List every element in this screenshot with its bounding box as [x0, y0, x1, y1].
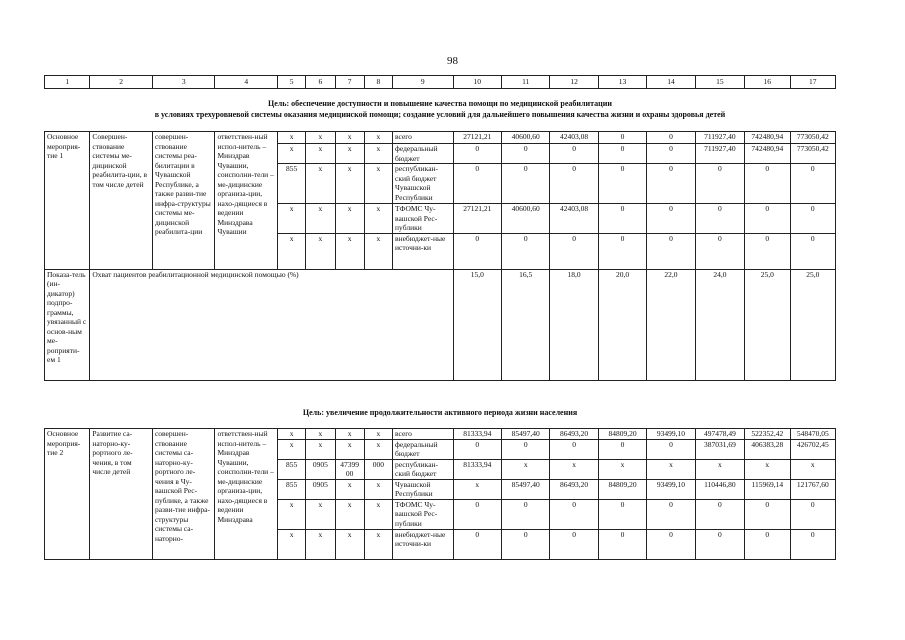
funding-value: 426702,45 — [790, 439, 836, 459]
funding-source: федеральный бюджет — [393, 439, 454, 459]
funding-value: х — [598, 459, 646, 479]
column-number: 13 — [598, 76, 646, 89]
main-activity-1-table — [44, 131, 836, 381]
grbs-code: 855 — [278, 459, 306, 479]
funding-value: 0 — [745, 529, 790, 559]
funding-value: х — [453, 479, 501, 499]
target-article-code: х — [335, 204, 364, 234]
grbs-code: х — [278, 233, 306, 269]
activity-title: Совершен-ствование системы ме-дицинской реабилита-ции, в том числе детей — [90, 132, 153, 270]
column-number: 14 — [647, 76, 695, 89]
funding-value: 0 — [745, 204, 790, 234]
indicator-value: 20,0 — [598, 269, 646, 380]
funding-value: 93499,10 — [647, 429, 695, 440]
expense-type-code: х — [364, 499, 392, 529]
funding-value: 0 — [745, 499, 790, 529]
funding-value: 0 — [501, 233, 549, 269]
section-code: х — [306, 204, 335, 234]
expense-type-code: х — [364, 429, 392, 440]
funding-value: 0 — [598, 439, 646, 459]
funding-value: 0 — [550, 233, 598, 269]
funding-value: 0 — [647, 144, 695, 164]
funding-value: 0 — [695, 529, 744, 559]
funding-source: всего — [393, 429, 454, 440]
indicator-row — [45, 269, 836, 380]
indicator-value: 25,0 — [790, 269, 836, 380]
column-number: 16 — [745, 76, 790, 89]
funding-value: 0 — [501, 439, 549, 459]
indicator-value: 18,0 — [550, 269, 598, 380]
column-number: 10 — [453, 76, 501, 89]
funding-value: 548470,05 — [790, 429, 836, 440]
activity-number: Основное мероприя-тие 1 — [45, 132, 90, 270]
funding-value: 0 — [790, 233, 836, 269]
funding-source: ТФОМС Чу-вашской Рес-публики — [393, 499, 454, 529]
column-number: 1 — [45, 76, 90, 89]
funding-row — [45, 132, 836, 144]
funding-source: федеральный бюджет — [393, 144, 454, 164]
funding-value: х — [790, 459, 836, 479]
funding-value: 711927,40 — [695, 132, 744, 144]
column-number: 12 — [550, 76, 598, 89]
funding-value: 0 — [550, 164, 598, 204]
funding-value: 0 — [550, 144, 598, 164]
activity-title: Развитие са-наторно-ку-рортного ле-чения, в том числе детей — [90, 429, 153, 560]
column-number: 11 — [501, 76, 549, 89]
target-article-code: х — [335, 233, 364, 269]
section-code: х — [306, 233, 335, 269]
grbs-code: х — [278, 529, 306, 559]
funding-value: 0 — [550, 439, 598, 459]
funding-value: х — [695, 459, 744, 479]
column-number: 6 — [306, 76, 335, 89]
funding-value: 0 — [745, 164, 790, 204]
target-article-code: 47399 00 — [335, 459, 364, 479]
indicator-value: 25,0 — [745, 269, 790, 380]
activity-goal: совершен-ствование системы реа-билитации в Чувашской Республике, а также разви-тие инфра-структуры системы ме-дицинской реабилита-ции — [152, 132, 215, 270]
funding-value: 110446,80 — [695, 479, 744, 499]
expense-type-code: х — [364, 439, 392, 459]
section-code: х — [306, 529, 335, 559]
target-article-code: х — [335, 499, 364, 529]
expense-type-code: х — [364, 479, 392, 499]
section-code: х — [306, 132, 335, 144]
section-code: х — [306, 499, 335, 529]
column-number: 5 — [278, 76, 306, 89]
expense-type-code: х — [364, 144, 392, 164]
funding-value: 0 — [453, 499, 501, 529]
funding-row — [45, 429, 836, 440]
target-article-code: х — [335, 479, 364, 499]
funding-value: 42403,08 — [550, 132, 598, 144]
funding-value: 0 — [598, 529, 646, 559]
funding-value: 0 — [453, 164, 501, 204]
funding-value: 27121,21 — [453, 132, 501, 144]
responsible-executor: ответствен-ный испол-нитель – Минздрав Чувашии, соисполни-тели – ме-дицинские организа-ции, нахо-дящиеся в ведении Минздрава — [215, 429, 278, 560]
funding-value: 0 — [453, 233, 501, 269]
funding-value: 711927,40 — [695, 144, 744, 164]
funding-value: 0 — [790, 529, 836, 559]
indicator-value: 15,0 — [453, 269, 501, 380]
target-article-code: х — [335, 144, 364, 164]
funding-value: 0 — [598, 204, 646, 234]
funding-value: 0 — [453, 144, 501, 164]
grbs-code: 855 — [278, 164, 306, 204]
grbs-code: х — [278, 429, 306, 440]
funding-source: ТФОМС Чу-вашской Рес-публики — [393, 204, 454, 234]
indicator-value: 16,5 — [501, 269, 549, 380]
target-article-code: х — [335, 439, 364, 459]
page-number: 98 — [447, 55, 458, 67]
funding-value: 0 — [598, 144, 646, 164]
funding-value: 0 — [790, 204, 836, 234]
grbs-code: х — [278, 499, 306, 529]
funding-source: республикан-ский бюджет Чувашской Республики — [393, 164, 454, 204]
funding-value: 84809,20 — [598, 429, 646, 440]
funding-value: 387031,69 — [695, 439, 744, 459]
funding-value: х — [501, 459, 549, 479]
section-code: х — [306, 439, 335, 459]
funding-value: 0 — [695, 233, 744, 269]
funding-value: 40600,60 — [501, 132, 549, 144]
funding-value: 27121,21 — [453, 204, 501, 234]
grbs-code: 855 — [278, 479, 306, 499]
funding-source: внебюджет-ные источни-ки — [393, 529, 454, 559]
activity-number: Основное мероприя-тие 2 — [45, 429, 90, 560]
funding-value: 742480,94 — [745, 144, 790, 164]
grbs-code: х — [278, 144, 306, 164]
grbs-code: х — [278, 439, 306, 459]
funding-value: 0 — [598, 132, 646, 144]
funding-value: 0 — [647, 164, 695, 204]
funding-value: 0 — [501, 529, 549, 559]
column-number: 2 — [90, 76, 153, 89]
funding-value: 0 — [695, 204, 744, 234]
main-activity-2-table — [44, 428, 836, 560]
funding-value: 85497,40 — [501, 479, 549, 499]
funding-value: 0 — [550, 529, 598, 559]
funding-source: Чувашской Республики — [393, 479, 454, 499]
funding-value: х — [550, 459, 598, 479]
funding-value: 84809,20 — [598, 479, 646, 499]
column-number: 17 — [790, 76, 836, 89]
funding-value: 86493,20 — [550, 479, 598, 499]
funding-value: 742480,94 — [745, 132, 790, 144]
section-code: 0905 — [306, 459, 335, 479]
funding-value: 81333,94 — [453, 459, 501, 479]
section-code: х — [306, 429, 335, 440]
column-number: 7 — [335, 76, 364, 89]
funding-value: 0 — [647, 499, 695, 529]
funding-value: 0 — [647, 529, 695, 559]
grbs-code: х — [278, 204, 306, 234]
funding-value: 0 — [790, 499, 836, 529]
funding-value: 406383,28 — [745, 439, 790, 459]
funding-value: 0 — [790, 164, 836, 204]
indicator-text: Охват пациентов реабилитационной медицинской помощью (%) — [90, 269, 453, 380]
funding-value: 0 — [647, 233, 695, 269]
expense-type-code: х — [364, 204, 392, 234]
target-article-code: х — [335, 529, 364, 559]
funding-value: 0 — [695, 499, 744, 529]
funding-value: х — [745, 459, 790, 479]
funding-value: 0 — [598, 499, 646, 529]
column-number: 9 — [393, 76, 454, 89]
column-number-header — [44, 75, 836, 89]
funding-value: 0 — [695, 164, 744, 204]
funding-source: республикан-ский бюджет — [393, 459, 454, 479]
funding-value: 93499,10 — [647, 479, 695, 499]
funding-source: внебюджет-ные источни-ки — [393, 233, 454, 269]
funding-value: 0 — [598, 233, 646, 269]
funding-value: х — [647, 459, 695, 479]
funding-value: 522352,42 — [745, 429, 790, 440]
grbs-code: х — [278, 132, 306, 144]
target-article-code: х — [335, 164, 364, 204]
funding-value: 0 — [453, 439, 501, 459]
expense-type-code: х — [364, 529, 392, 559]
activity-goal: совершен-ствование системы са-наторно-ку-рортного ле-чения в Чу-вашской Рес-публике, а также разви-тие инфра-структуры системы са-наторно- — [152, 429, 215, 560]
funding-value: 115969,14 — [745, 479, 790, 499]
column-number: 4 — [215, 76, 278, 89]
column-number: 8 — [364, 76, 392, 89]
funding-value: 0 — [598, 164, 646, 204]
funding-value: 0 — [501, 164, 549, 204]
funding-value: 773050,42 — [790, 132, 836, 144]
funding-value: 81333,94 — [453, 429, 501, 440]
section-code: х — [306, 164, 335, 204]
section-code: 0905 — [306, 479, 335, 499]
goal-1-line-2: в условиях трехуровневой системы оказания медицинской помощи; создание условий для дальнейшего повышения качества жизни и охраны здоровья детей — [154, 110, 726, 119]
funding-value: 0 — [453, 529, 501, 559]
expense-type-code: х — [364, 132, 392, 144]
funding-value: 86493,20 — [550, 429, 598, 440]
expense-type-code: 000 — [364, 459, 392, 479]
column-number: 3 — [152, 76, 215, 89]
indicator-value: 22,0 — [647, 269, 695, 380]
funding-value: 0 — [501, 144, 549, 164]
funding-value: 0 — [647, 204, 695, 234]
funding-value: 0 — [745, 233, 790, 269]
funding-value: 42403,08 — [550, 204, 598, 234]
funding-value: 121767,60 — [790, 479, 836, 499]
target-article-code: х — [335, 429, 364, 440]
funding-value: 497478,49 — [695, 429, 744, 440]
goal-2-title: Цель: увеличение продолжительности активного периода жизни населения — [302, 408, 578, 417]
target-article-code: х — [335, 132, 364, 144]
expense-type-code: х — [364, 164, 392, 204]
funding-value: 40600,60 — [501, 204, 549, 234]
section-code: х — [306, 144, 335, 164]
funding-value: 773050,42 — [790, 144, 836, 164]
funding-value: 0 — [647, 439, 695, 459]
column-number: 15 — [695, 76, 744, 89]
funding-value: 0 — [647, 132, 695, 144]
expense-type-code: х — [364, 233, 392, 269]
goal-1-line-1: Цель: обеспечение доступности и повышение качества помощи по медицинской реабилитации — [268, 99, 612, 108]
responsible-executor: ответствен-ный испол-нитель – Минздрав Чувашии, соисполни-тели – ме-дицинские организа-ции, нахо-дящиеся в ведении Минздрава Чувашии — [215, 132, 278, 270]
funding-value: 0 — [550, 499, 598, 529]
indicator-value: 24,0 — [695, 269, 744, 380]
funding-value: 0 — [501, 499, 549, 529]
funding-value: 85497,40 — [501, 429, 549, 440]
indicator-label: Показа-тель (ин-дикатор) подпро-граммы, увязанный с основ-ным ме-роприяти-ем 1 — [45, 269, 90, 380]
funding-source: всего — [393, 132, 454, 144]
